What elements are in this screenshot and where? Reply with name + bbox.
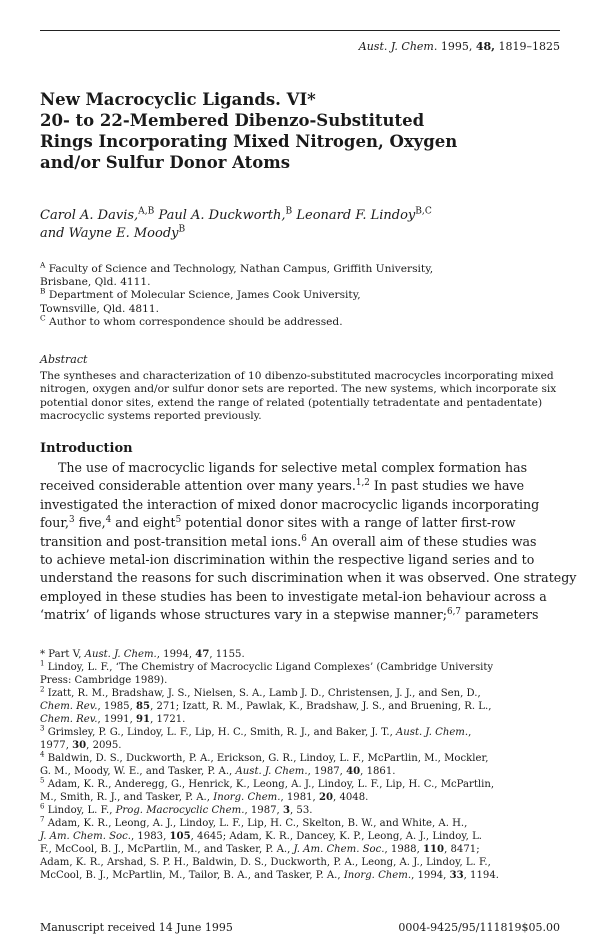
affiliation-line: $^B$ Department of Molecular Science, James Cook University,	[40, 286, 361, 302]
affiliation-label: B	[40, 286, 46, 296]
introduction-body	[40, 459, 577, 625]
reference-line: $^1$ Lindoy, L. F., ‘The Chemistry of Macrocyclic Ligand Complexes’ (Cambridge University	[40, 658, 494, 673]
abstract-heading: Abstract	[40, 353, 88, 366]
reference-number: 2	[40, 684, 45, 694]
affiliation-label: A	[40, 260, 46, 270]
journal-name: Aust. J. Chem.	[358, 40, 438, 53]
author-affiliation-mark: B	[178, 224, 186, 235]
article-code: 0004-9425/95/111819$05.00	[398, 921, 560, 934]
affiliation-line: $^A$ Faculty of Science and Technology, Nathan Campus, Griffith University,	[40, 260, 434, 275]
body-line: four,$^3$ five,$^4$ and eight$^5$ potential donor sites with a range of latter first-row	[40, 515, 516, 531]
journal-page	[40, 0, 577, 945]
author-name: Carol A. Davis,	[40, 208, 139, 223]
author-line	[40, 225, 432, 243]
title-line: Rings Incorporating Mixed Nitrogen, Oxygen	[40, 132, 458, 151]
reference-line: Adam, K. R., Arshad, S. P. H., Baldwin, D. S., Duckworth, P. A., Leong, A. J., Lindoy, L. F.,	[40, 857, 491, 868]
journal-pages: 1819–1825	[498, 40, 560, 53]
affiliations	[40, 260, 434, 329]
journal-year: 1995,	[440, 40, 473, 53]
affiliation-line: Brisbane, Qld. 4111.	[40, 276, 151, 289]
title-line: and/or Sulfur Donor Atoms	[40, 153, 291, 172]
citation-mark: 6	[301, 533, 307, 544]
citation-mark: 3	[69, 515, 75, 526]
abstract-line: macrocyclic systems reported previously.	[40, 409, 262, 422]
reference-line: $^4$ Baldwin, D. S., Duckworth, P. A., Erickson, G. R., Lindoy, L. F., McPartlin, M., Mockler,	[40, 749, 489, 764]
header-rule	[40, 30, 560, 31]
title-line: New Macrocyclic Ligands. VI*	[40, 90, 316, 109]
affiliation-line: $^C$ Author to whom correspondence should be addressed.	[40, 313, 343, 328]
section-heading-introduction: Introduction	[40, 441, 133, 456]
reference-line: M., Smith, R. J., and Tasker, P. A., Inorg. Chem., 1981, 20, 4048.	[40, 792, 369, 803]
affiliation-label: C	[40, 313, 46, 323]
citation-mark: 4	[105, 515, 112, 526]
author-name: Leonard F. Lindoy	[296, 208, 416, 223]
abstract-line: nitrogen, oxygen and/or sulfur donor sets are reported. The new systems, which incorporate six	[40, 383, 557, 396]
author-affiliation-mark: B,C	[415, 206, 432, 217]
reference-line: McCool, B. J., McPartlin, M., Tailor, B. A., and Tasker, P. A., Inorg. Chem., 1994, 33, 1194.	[40, 870, 499, 881]
citation-mark: 1,2	[355, 478, 370, 489]
reference-number: 3	[40, 723, 45, 733]
journal-volume: 48,	[475, 40, 495, 53]
footnotes-and-references	[40, 648, 560, 882]
reference-line: $^3$ Grimsley, P. G., Lindoy, L. F., Lip, H. C., Smith, R. J., and Baker, J. T., Aust. J. Chem.,	[40, 723, 472, 738]
body-line: employed in these studies has been to investigate metal-ion behaviour across a	[40, 588, 547, 604]
abstract-body	[40, 370, 560, 423]
paper-title	[40, 89, 540, 173]
footnote: * Part V, Aust. J. Chem., 1994, 47, 1155.	[40, 649, 245, 660]
author-line	[40, 207, 432, 225]
abstract-line: potential donor sites, extend the range of related (potentially tetradentate and pentadentate)	[40, 396, 543, 409]
reference-number: 4	[40, 749, 45, 759]
body-line: investigated the interaction of mixed donor macrocyclic ligands incorporating	[40, 496, 540, 512]
affiliation-line: Townsville, Qld. 4811.	[40, 302, 160, 315]
abstract-line: The syntheses and characterization of 10 dibenzo-substituted macrocycles incorporating mixed	[40, 370, 554, 382]
reference-line: $^6$ Lindoy, L. F., Prog. Macrocyclic Chem., 1987, 3, 53.	[40, 801, 313, 816]
reference-line: F., McCool, B. J., McPartlin, M., and Tasker, P. A., J. Am. Chem. Soc., 1988, 110, 8471;	[40, 844, 480, 855]
author-name: Paul A. Duckworth,	[158, 208, 286, 223]
author-affiliation-mark: A,B	[138, 206, 155, 217]
reference-line: $^5$ Adam, K. R., Anderegg, G., Henrick, K., Leong, A. J., Lindoy, L. F., Lip, H. C., McPartlin,	[40, 775, 495, 790]
reference-number: 1	[40, 658, 45, 668]
reference-line: J. Am. Chem. Soc., 1983, 105, 4645; Adam, K. R., Dancey, K. P., Leong, A. J., Lindoy, L.	[40, 831, 482, 842]
body-line: received considerable attention over many years.$^{1,2}$ In past studies we have	[40, 478, 525, 494]
running-head	[359, 40, 560, 53]
citation-mark: 5	[175, 515, 182, 526]
reference-line: $^7$ Adam, K. R., Leong, A. J., Lindoy, L. F., Lip, H. C., Skelton, B. W., and White, A. H.,	[40, 814, 468, 829]
reference-line: Chem. Rev., 1991, 91, 1721.	[40, 714, 186, 725]
body-line: understand the reasons for such discrimination when it was observed. One strategy	[40, 570, 577, 586]
reference-number: 6	[40, 801, 45, 811]
author-name: and Wayne E. Moody	[40, 226, 179, 241]
reference-number: 5	[40, 775, 45, 785]
reference-line: Chem. Rev., 1985, 85, 271; Izatt, R. M., Pawlak, K., Bradshaw, J. S., and Bruening, R. L.,	[40, 701, 492, 712]
body-line: ‘matrix’ of ligands whose structures vary in a stepwise manner;$^{6,7}$ parameters	[40, 607, 539, 623]
title-line: 20- to 22-Membered Dibenzo-Substituted	[40, 111, 425, 130]
author-list	[40, 207, 432, 243]
manuscript-received: Manuscript received 14 June 1995	[40, 921, 233, 934]
body-line: The use of macrocyclic ligands for selective metal complex formation has	[58, 460, 528, 475]
reference-line: Press: Cambridge 1989).	[40, 675, 168, 686]
reference-line: G. M., Moody, W. E., and Tasker, P. A., Aust. J. Chem., 1987, 40, 1861.	[40, 766, 396, 777]
reference-line: $^2$ Izatt, R. M., Bradshaw, J. S., Nielsen, S. A., Lamb J. D., Christensen, J. J., and Sen, D.,	[40, 684, 481, 699]
body-line: to achieve metal-ion discrimination within the respective ligand series and to	[40, 552, 535, 568]
body-line: transition and post-transition metal ions.$^6$ An overall aim of these studies was	[40, 533, 537, 549]
reference-number: 7	[40, 814, 45, 824]
reference-line: 1977, 30, 2095.	[40, 740, 122, 751]
citation-mark: 6,7	[446, 607, 461, 618]
author-affiliation-mark: B	[285, 206, 293, 217]
